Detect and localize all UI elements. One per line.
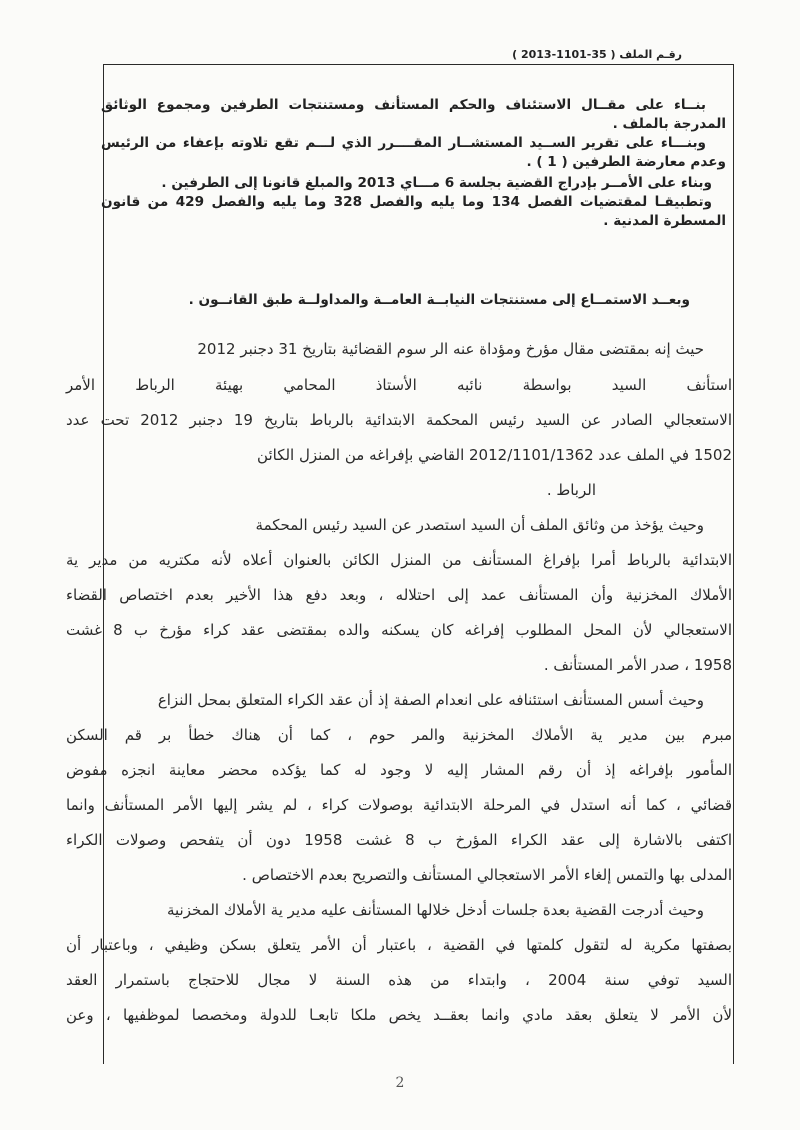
preamble-paragraph: وبنـــاء على تقرير الســيد المستشــار المقــــرر الذي لـــم تقع تلاوته بإعفاء من الرئيس وعدم معارضة الطرفين ( 1 ) . (101, 135, 726, 170)
body-line: السيد توفي سنة 2004 ، وابتداء من هذه السنة لا مجال للاحتجاج باستمرار العقد (66, 971, 732, 989)
body-line: حيث إنه بمقتضى مقال مؤرخ ومؤداة عنه الر سوم القضائية بتاريخ 31 دجنبر 2012 (197, 340, 704, 358)
body-line: وحيث يؤخذ من وثائق الملف أن السيد استصدر عن السيد رئيس المحكمة (255, 516, 704, 534)
body-line: وحيث أسس المستأنف استئنافه على انعدام الصفة إذ أن عقد الكراء المتعلق بمحل النزاع (157, 691, 704, 709)
body-line: المدلى بها والتمس إلغاء الأمر الاستعجالي المستأنف والتصريح بعدم الاختصاص . (242, 866, 732, 884)
deliberation-heading: وبعــد الاستمــاع إلى مستنتجات النيابــة العامــة والمداولــة طبق القانــون . (188, 292, 690, 308)
body-line: 1958 ، صدر الأمر المستأنف . (543, 656, 732, 674)
preamble-paragraph: وتطبيقـا لمقتضيات الفصل 134 وما يليه والفصل 328 وما يليه والفصل 429 من قانون المسطرة المدنية . (101, 194, 726, 229)
body-line: الأملاك المخزنية وأن المستأنف عمد إلى احتلاله ، وبعد دفع هذا الأخير بعدم اختصاص القضاء (66, 586, 732, 604)
preamble-paragraph: وبناء على الأمــر بإدراج القضية بجلسة 6 مـــاي 2013 والمبلغ قانونا إلى الطرفين . (161, 175, 712, 191)
page-number: 2 (395, 1075, 405, 1091)
body-line: استأنف السيد بواسطة نائبه الأستاذ المحامي بهيئة الرباط الأمر (66, 376, 732, 394)
body-line: وحيث أدرجت القضية بعدة جلسات أدخل خلالها المستأنف عليه مدير ية الأملاك المخزنية (166, 901, 704, 919)
body-line: الاستعجالي الصادر عن السيد رئيس المحكمة الابتدائية بالرباط بتاريخ 19 دجنبر 2012 تحت عدد (66, 411, 732, 429)
body-line: الابتدائية بالرباط أمرا بإفراغ المستأنف من المنزل الكائن بالعنوان أعلاه لأنه مكتريه من مدير ية (66, 551, 732, 569)
body-line: لأن الأمر لا يتعلق بعقد مادي وانما بعقــد يخص ملكا تابعـا للدولة ومخصصا لموظفيها ، وعن (66, 1006, 732, 1024)
body-line: بصفتها مكرية له لتقول كلمتها في القضية ، باعتبار أن الأمر يتعلق بسكن وظيفي ، وباعتبار أن (66, 936, 732, 954)
body-line: مبرم بين مدير ية الأملاك المخزنية والمر حوم ، كما أن هناك خطأ بر قم السكن (66, 726, 732, 744)
preamble (101, 96, 726, 231)
body-line: المأمور بإفراغه إذ أن رقم المشار إليه لا وجود له كما يؤكده محضر معاينة انجزه مفوض (66, 761, 732, 779)
body-line: الرباط . (546, 481, 596, 499)
body-line: الاستعجالي لأن المحل المطلوب إفراغه كان يسكنه والده بمقتضى عقد كراء مؤرخ ب 8 غشت (66, 621, 732, 639)
body-line: قضائي ، كما أنه استدل في المرحلة الابتدائية بوصولات كراء ، لم يشر إليها الأمر المستأنف وانما (66, 796, 732, 814)
preamble-paragraph: بنــاء على مقــال الاستئناف والحكم المستأنف ومستنتجات الطرفين ومجموع الوثائق المدرجة بالملف . (101, 97, 726, 132)
file-reference: رقـم الملف ( 35-1101-2013 ) (512, 48, 682, 61)
body-line: 1502 في الملف عدد 2012/1101/1362 القاضي بإفراغه من المنزل الكائن (257, 446, 732, 464)
body-line: اكتفى بالاشارة إلى عقد الكراء المؤرخ ب 8 غشت 1958 دون أن يتفحص وصولات الكراء (66, 831, 732, 849)
